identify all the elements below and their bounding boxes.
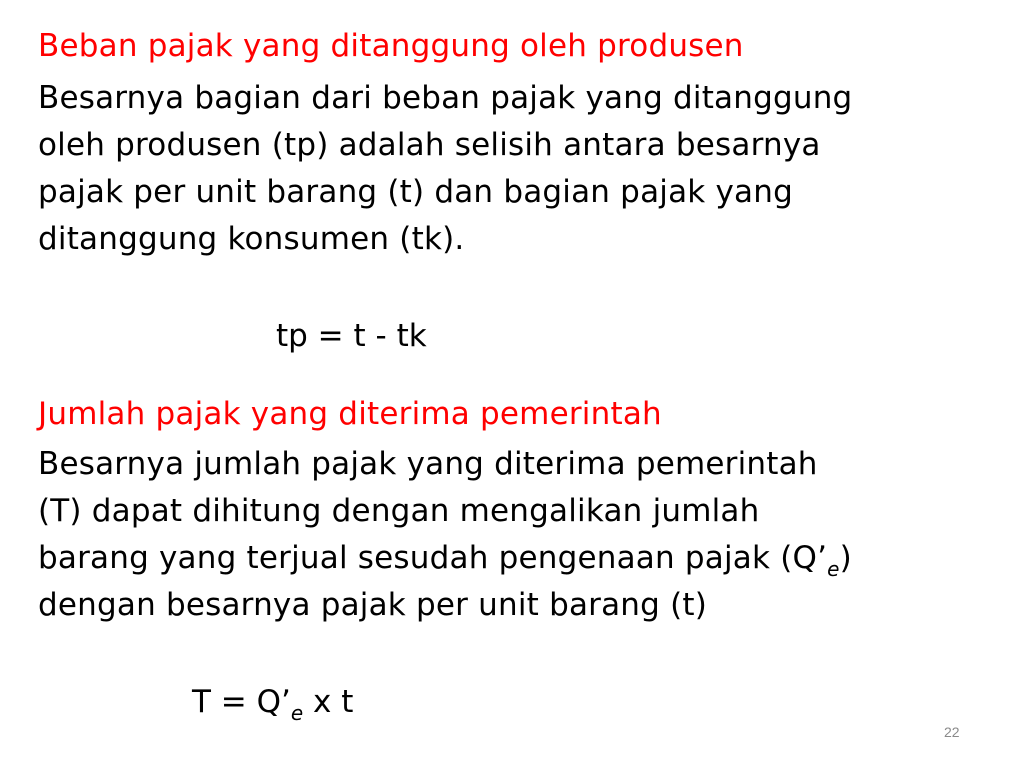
formula-left: T = Q’: [192, 684, 291, 720]
paragraph-line: [38, 540, 852, 579]
paragraph-line: (T) dapat dihitung dengan mengalikan jumlah: [38, 493, 760, 529]
paragraph-line: oleh produsen (tp) adalah selisih antara besarnya: [38, 127, 821, 163]
paragraph-line: Besarnya bagian dari beban pajak yang ditanggung: [38, 80, 853, 116]
paragraph-line-text: barang yang terjual sesudah pengenaan pajak (Q’: [38, 540, 828, 576]
paragraph-line: ditanggung konsumen (tk).: [38, 221, 465, 257]
formula-producer-tax: tp = t - tk: [276, 318, 427, 354]
formula-government-revenue: [192, 684, 353, 723]
paragraph-line: Besarnya jumlah pajak yang diterima pemerintah: [38, 446, 818, 482]
section-heading-producer-tax: Beban pajak yang ditanggung oleh produsen: [38, 28, 744, 64]
formula-right: x t: [303, 684, 354, 720]
paragraph-line: dengan besarnya pajak per unit barang (t): [38, 587, 708, 623]
subscript-e: e: [827, 557, 840, 581]
paragraph-line: pajak per unit barang (t) dan bagian pajak yang: [38, 174, 793, 210]
section-heading-government-revenue: Jumlah pajak yang diterima pemerintah: [38, 396, 662, 432]
closing-paren: ): [839, 540, 852, 576]
formula-subscript-e: e: [290, 701, 304, 725]
page-number: 22: [944, 724, 960, 740]
